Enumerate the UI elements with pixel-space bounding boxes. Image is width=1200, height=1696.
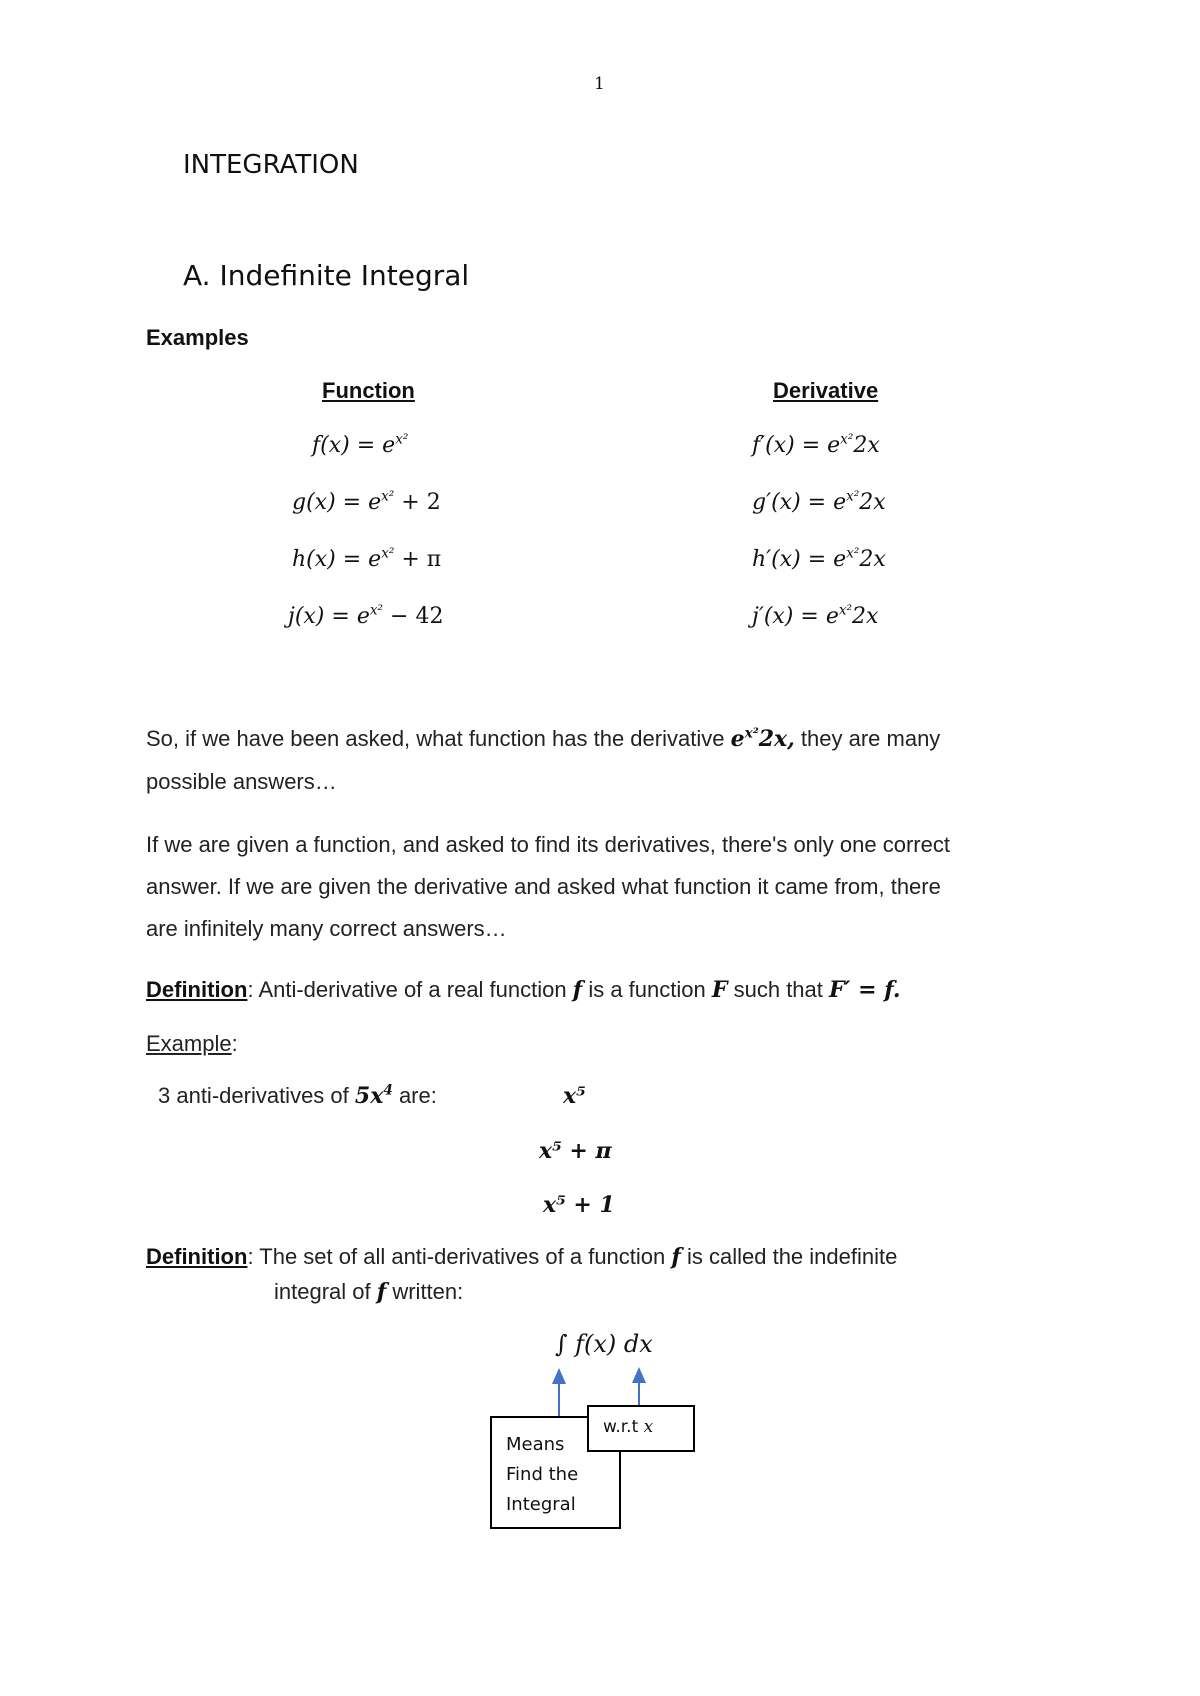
paragraph-many-answers-line2: answer. If we are given the derivative and asked what function it came from, there [146,874,941,899]
derivative-name: g′(x) = [752,490,827,515]
antiderivative-answer: x⁵ [563,1083,586,1109]
paragraph-many-answers-line1: If we are given a function, and asked to find its derivatives, there's only one correct [146,832,950,857]
function-exponent: x² [395,431,409,448]
function-tail: + π [401,547,442,572]
derivative-exponent: x² [846,545,860,562]
arrow-to-integral-sign [552,1368,566,1417]
definition-antiderivative: Definition: Anti-derivative of a real function f is a function F such that F′ = f. [146,977,901,1003]
page-number: 1 [594,74,605,94]
function-name: g(x) = [292,490,362,515]
derivative-tail: 2x [853,433,880,458]
function-exponent: x² [369,602,384,619]
definition-label: Definition [146,977,248,1002]
integral-expression: ∫ f(x) dx [555,1330,653,1358]
antiderivative-answer: x⁵ + 1 [543,1192,615,1218]
paragraph-derivative-question: So, if we have been asked, what function has the derivative $e^{x^2}2x$, they are many [146,725,941,752]
derivative-name: j′(x) = [752,604,819,629]
derivative-exponent: x² [846,488,860,505]
arrow-to-dx [632,1367,646,1405]
page-title: INTEGRATION [183,150,359,180]
antiderivative-answer: x⁵ + π [539,1138,612,1164]
section-title: A. Indefinite Integral [183,259,470,292]
box-line: Find the [506,1464,579,1485]
function-base: e [356,604,370,629]
derivative-name: f′(x) = [752,433,821,458]
function-name: h(x) = [292,547,362,572]
paragraph-many-answers-line3: are infinitely many correct answers… [146,916,507,941]
box-line: Means [506,1434,565,1455]
derivative-column-header: Derivative [773,378,879,403]
with-respect-to-x-box: w.r.t x [587,1405,695,1452]
derivative-base: e [833,547,847,572]
derivative-base: e [825,604,839,629]
function-base: e [368,547,382,572]
function-column-header: Function [322,378,415,403]
function-name: f(x) = [312,433,376,458]
function-exponent: x² [381,545,395,562]
examples-label: Examples [146,325,249,350]
derivative-tail: 2x [852,604,879,629]
derivative-name: h′(x) = [752,547,827,572]
function-name: j(x) = [288,604,350,629]
derivative-base: e [833,490,847,515]
paragraph-derivative-question-line2: possible answers… [146,769,337,794]
derivative-exponent: x² [840,431,854,448]
derivative-tail: 2x [859,547,886,572]
function-tail: + 2 [401,490,441,515]
definition-indefinite-integral: Definition: The set of all anti-derivatives of a function f is called the indefinite [146,1244,898,1270]
derivative-exponent: x² [838,602,853,619]
derivative-tail: 2x [859,490,886,515]
function-base: e [368,490,382,515]
example-label: Example: [146,1031,238,1056]
box-line: Integral [506,1494,576,1515]
function-exponent: x² [381,488,395,505]
definition-label: Definition [146,1244,248,1269]
derivative-base: e [827,433,841,458]
function-base: e [382,433,396,458]
function-tail: − 42 [390,604,444,629]
antiderivative-example: 3 anti-derivatives of $5x^4$ are: [158,1082,437,1109]
definition-indefinite-integral-line2: integral of f written: [274,1279,464,1305]
